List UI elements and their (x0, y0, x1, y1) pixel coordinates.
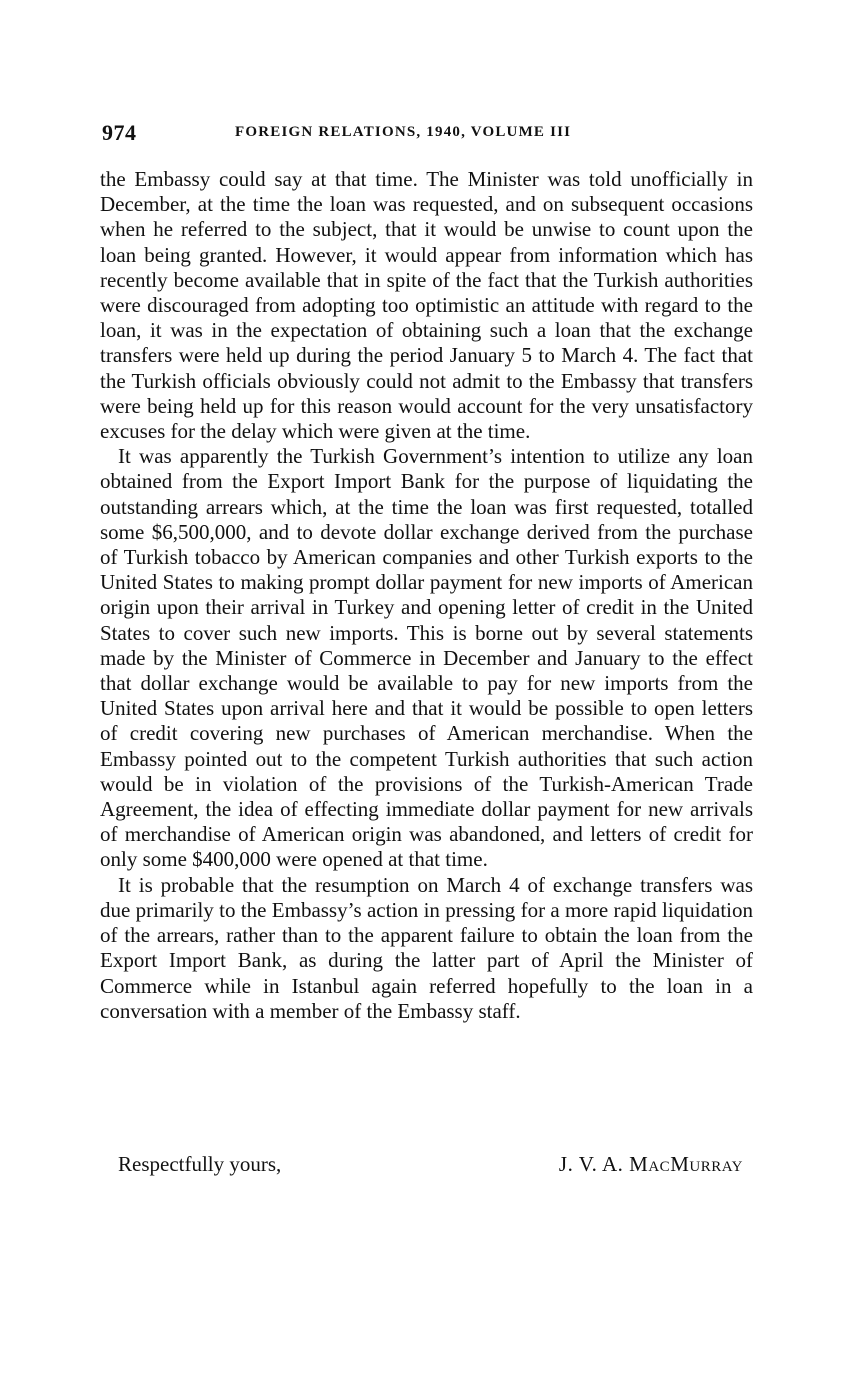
complimentary-close: Respectfully yours, (118, 1152, 282, 1176)
letter-body (100, 167, 753, 1024)
page-number: 974 (102, 120, 137, 145)
paragraph-1: the Embassy could say at that time. The Minister was told unofficially in December, at the time the loan was requested, and on subsequent occasions when he referred to the subject, that it would be unwise to count upon the loan being granted. However, it would appear from information which has recently become available that in spite of the fact that the Turkish authorities were discouraged from adopting too optimistic an attitude with regard to the loan, it was in the expectation of obtaining such a loan that the exchange transfers were held up during the period January 5 to March 4. The fact that the Turkish officials obviously could not admit to the Embassy that transfers were being held up for this reason would account for the very unsatisfactory excuses for the delay which were given at the time. (100, 167, 753, 444)
page-header (100, 120, 760, 154)
signature: J. V. A. MacMurray (558, 1152, 743, 1176)
paragraph-3: It is probable that the resumption on March 4 of exchange transfers was due primarily to the Embassy’s action in pressing for a more rapid liquidation of the arrears, rather than to the apparent failure to obtain the loan from the Export Import Bank, as during the latter part of April the Minister of Commerce while in Istanbul again referred hopefully to the loan in a conversation with a member of the Embassy staff. (100, 872, 753, 1023)
running-head: FOREIGN RELATIONS, 1940, VOLUME III (235, 124, 572, 140)
letter-closing (100, 1152, 753, 1180)
paragraph-2: It was apparently the Turkish Government’s intention to utilize any loan obtained from the Export Import Bank for the purpose of liquidating the outstanding arrears which, at the time the loan was first requested, totalled some $6,500,000, and to devote dollar exchange derived from the purchase of Turkish tobacco by American companies and other Turkish exports to the United States to making prompt dollar payment for new imports of American origin upon their arrival in Turkey and opening letter of credit in the United States to cover such new imports. This is borne out by several statements made by the Minister of Commerce in December and January to the effect that dollar exchange would be available to pay for new imports from the United States upon arrival here and that it would be possible to open letters of credit covering new purchases of American merchandise. When the Embassy pointed out to the competent Turkish authorities that such action would be in violation of the provisions of the Turkish-American Trade Agreement, the idea of effecting immediate dollar payment for new arrivals of merchandise of American origin was abandoned, and letters of credit for only some $400,000 were opened at that time. (100, 444, 753, 872)
